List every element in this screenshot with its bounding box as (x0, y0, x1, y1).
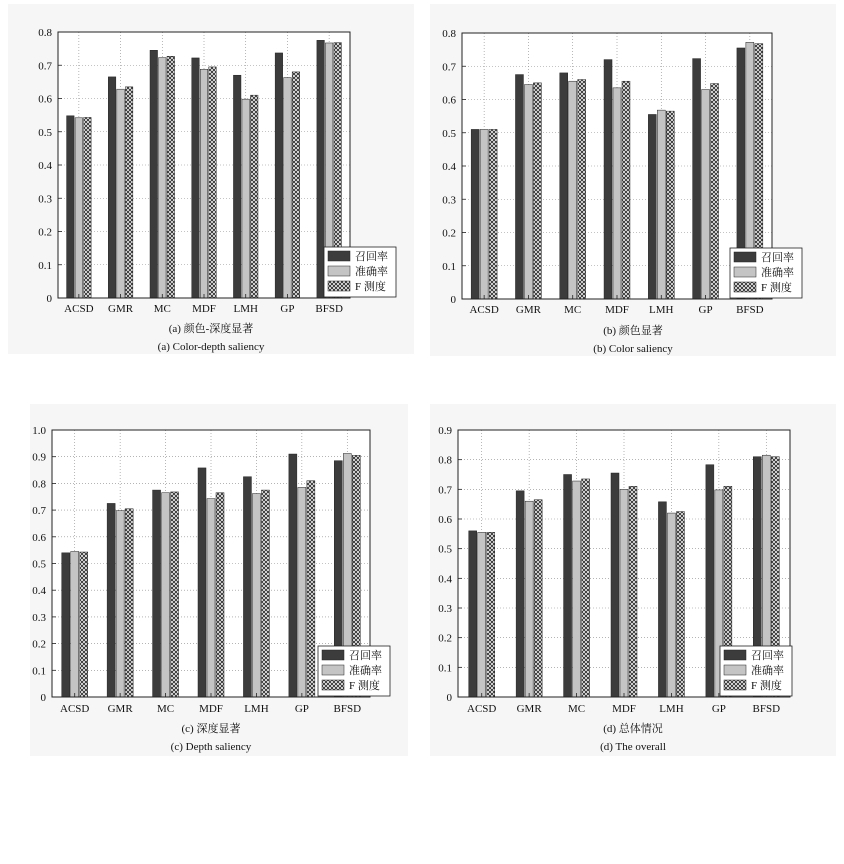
legend-label: F 测度 (349, 680, 380, 692)
x-tick-label-mdf: MDF (192, 303, 216, 315)
bar-chart-overall (422, 400, 844, 770)
bar-fmeasure-acsd (84, 117, 92, 298)
bar-recall-lmh (233, 75, 241, 298)
bar-recall-gp (275, 53, 283, 298)
bar-precision-mc (573, 481, 581, 697)
bar-recall-mc (153, 490, 161, 697)
bar-fmeasure-mdf (216, 493, 224, 697)
legend-label: 召回率 (751, 650, 784, 662)
bar-recall-acsd (62, 553, 70, 697)
legend-label: 准确率 (355, 266, 388, 278)
y-tick-label: 0.4 (442, 161, 456, 173)
x-tick-label-mc: MC (568, 703, 586, 715)
y-tick-label: 0.8 (438, 454, 452, 467)
bar-fmeasure-mc (167, 56, 175, 298)
legend-swatch-recall (734, 252, 756, 262)
bar-precision-acsd (75, 118, 83, 298)
x-tick-label-bfsd: BFSD (315, 303, 343, 315)
bar-fmeasure-lmh (666, 111, 674, 299)
bar-recall-gmr (108, 77, 116, 298)
y-tick-label: 0.7 (38, 60, 52, 73)
y-tick-label: 0.6 (442, 94, 456, 107)
bar-fmeasure-lmh (676, 512, 684, 697)
y-tick-label: 0.4 (32, 585, 46, 598)
y-tick-label: 0.6 (38, 93, 52, 106)
y-tick-label: 0.5 (38, 126, 52, 139)
y-tick-label: 0 (46, 293, 52, 305)
y-tick-label: 0 (40, 692, 46, 704)
caption-cn-c: (c) 深度显著 (181, 723, 241, 735)
x-tick-label-bfsd: BFSD (333, 703, 362, 715)
x-tick-label-gp: GP (698, 304, 713, 316)
x-tick-label-gmr: GMR (516, 703, 542, 715)
y-tick-label: 0.6 (32, 531, 46, 544)
caption-en-d: (d) The overall (600, 741, 666, 753)
y-tick-label: 0.9 (438, 425, 452, 437)
chart-panel-color (422, 0, 844, 370)
bar-recall-lmh (658, 502, 666, 697)
x-tick-label-mc: MC (564, 304, 582, 316)
bar-fmeasure-mc (578, 80, 586, 299)
bar-recall-gmr (516, 491, 524, 697)
bar-fmeasure-gmr (125, 87, 133, 298)
y-tick-label: 0.5 (438, 543, 452, 556)
x-tick-label-mdf: MDF (199, 703, 223, 715)
legend-swatch-recall (724, 650, 746, 660)
bar-precision-acsd (478, 532, 486, 697)
x-tick-label-gp: GP (294, 703, 309, 715)
bar-fmeasure-gmr (125, 509, 133, 697)
bar-recall-bfsd (317, 40, 325, 298)
y-tick-label: 0.3 (38, 193, 52, 206)
bar-fmeasure-gmr (533, 83, 541, 299)
y-tick-label: 0.4 (438, 573, 452, 586)
bar-precision-gmr (117, 89, 125, 298)
bar-recall-gp (706, 465, 714, 697)
y-tick-label: 0.3 (442, 194, 456, 207)
y-tick-label: 1.0 (32, 425, 46, 437)
legend-label: 准确率 (751, 665, 784, 677)
bar-precision-mc (162, 493, 170, 697)
bar-fmeasure-mdf (622, 81, 630, 299)
caption-en-c: (c) Depth saliency (170, 741, 252, 753)
bar-fmeasure-gp (711, 84, 719, 299)
legend-label: 召回率 (355, 251, 388, 263)
y-tick-label: 0.3 (32, 611, 46, 624)
legend-swatch-fmeasure (328, 281, 350, 291)
y-tick-label: 0 (450, 294, 456, 306)
x-tick-label-gmr: GMR (107, 703, 133, 715)
x-tick-label-lmh: LMH (244, 703, 269, 715)
bar-chart-color (422, 0, 844, 370)
caption-cn-a: (a) 颜色-深度显著 (168, 323, 254, 335)
bar-chart-color-depth (0, 0, 422, 370)
legend-label: F 测度 (355, 281, 386, 293)
bar-fmeasure-acsd (489, 129, 497, 299)
legend-label: F 测度 (761, 282, 792, 294)
bar-recall-acsd (471, 129, 479, 299)
bar-fmeasure-mc (171, 492, 179, 697)
x-tick-label-gmr: GMR (515, 304, 541, 316)
legend-label: F 测度 (751, 680, 782, 692)
x-tick-label-lmh: LMH (649, 304, 674, 316)
bar-fmeasure-lmh (261, 490, 269, 697)
y-tick-label: 0.2 (442, 227, 456, 240)
legend-label: 召回率 (761, 252, 794, 264)
x-tick-label-mdf: MDF (605, 304, 629, 316)
x-tick-label-gp: GP (280, 303, 295, 315)
bar-fmeasure-mdf (209, 67, 217, 298)
x-tick-label-acsd: ACSD (64, 303, 94, 315)
bar-fmeasure-gp (292, 72, 300, 298)
bar-precision-mdf (620, 489, 628, 697)
legend-label: 准确率 (349, 665, 382, 677)
bar-recall-gmr (515, 75, 523, 299)
bar-precision-mdf (207, 499, 215, 697)
x-tick-label-gp: GP (711, 703, 726, 715)
x-tick-label-mdf: MDF (612, 703, 636, 715)
y-tick-label: 0.1 (32, 665, 46, 678)
bar-precision-gp (284, 78, 292, 298)
bar-precision-lmh (242, 99, 250, 298)
y-tick-label: 0.3 (438, 603, 452, 615)
bar-chart-depth (0, 400, 422, 770)
bar-precision-mc (159, 58, 167, 298)
bar-recall-mdf (604, 60, 612, 299)
bar-precision-gmr (116, 511, 124, 697)
bar-recall-acsd (67, 116, 75, 298)
bar-recall-mdf (192, 58, 200, 298)
y-tick-label: 0 (446, 692, 452, 704)
legend-label: 召回率 (349, 650, 382, 662)
bar-recall-gp (693, 59, 701, 299)
x-tick-label-acsd: ACSD (60, 703, 90, 715)
x-tick-label-lmh: LMH (233, 303, 258, 315)
bar-precision-gmr (525, 501, 533, 697)
caption-en-a: (a) Color-depth saliency (157, 341, 265, 353)
y-tick-label: 0.1 (38, 259, 52, 272)
bar-fmeasure-lmh (250, 95, 258, 298)
x-tick-label-mc: MC (157, 703, 175, 715)
chart-panel-depth (0, 400, 422, 770)
bar-fmeasure-acsd (80, 552, 88, 697)
y-tick-label: 0.7 (32, 505, 46, 518)
bar-recall-mdf (611, 473, 619, 697)
caption-cn-d: (d) 总体情况 (603, 723, 663, 735)
bar-precision-mdf (200, 69, 208, 298)
bar-recall-gmr (107, 503, 115, 697)
caption-en-b: (b) Color saliency (593, 343, 673, 355)
legend-swatch-precision (734, 267, 756, 277)
y-tick-label: 0.9 (32, 451, 46, 464)
bar-precision-acsd (480, 129, 488, 299)
bar-recall-mc (150, 50, 158, 298)
y-tick-label: 0.1 (438, 662, 452, 675)
bar-fmeasure-acsd (487, 532, 495, 697)
bar-recall-mc (564, 475, 572, 698)
legend-swatch-precision (724, 665, 746, 675)
bar-precision-mc (569, 81, 577, 299)
bar-precision-acsd (71, 551, 79, 697)
chart-panel-color-depth (0, 0, 422, 370)
bar-precision-gp (298, 487, 306, 697)
bar-recall-lmh (243, 477, 251, 697)
legend-swatch-fmeasure (724, 680, 746, 690)
y-tick-label: 0.7 (438, 484, 452, 497)
bar-recall-gp (289, 454, 297, 697)
y-tick-label: 0.1 (442, 260, 456, 273)
y-tick-label: 0.8 (32, 478, 46, 491)
legend-swatch-fmeasure (322, 680, 344, 690)
bar-recall-mc (560, 73, 568, 299)
y-tick-label: 0.2 (438, 632, 452, 645)
bar-precision-mdf (613, 88, 621, 299)
y-tick-label: 0.5 (442, 127, 456, 140)
x-tick-label-bfsd: BFSD (736, 304, 764, 316)
chart-panel-overall (422, 400, 844, 770)
legend-swatch-recall (328, 251, 350, 261)
bar-fmeasure-mc (582, 479, 590, 697)
bar-recall-mdf (198, 468, 206, 697)
bar-fmeasure-gmr (534, 500, 542, 697)
x-tick-label-acsd: ACSD (469, 304, 499, 316)
bar-precision-gp (702, 90, 710, 299)
bar-recall-acsd (469, 531, 477, 697)
x-tick-label-bfsd: BFSD (752, 703, 781, 715)
legend-label: 准确率 (761, 267, 794, 279)
x-tick-label-mc: MC (153, 303, 171, 315)
legend-swatch-precision (328, 266, 350, 276)
x-tick-label-lmh: LMH (659, 703, 684, 715)
bar-precision-gmr (524, 85, 532, 299)
legend-swatch-recall (322, 650, 344, 660)
x-tick-label-gmr: GMR (108, 303, 134, 315)
bar-fmeasure-gp (307, 481, 315, 697)
bar-precision-lmh (252, 494, 260, 697)
y-tick-label: 0.7 (442, 61, 456, 74)
y-tick-label: 0.2 (32, 638, 46, 651)
y-tick-label: 0.5 (32, 558, 46, 571)
bar-recall-lmh (648, 114, 656, 299)
y-tick-label: 0.2 (38, 226, 52, 239)
legend-swatch-precision (322, 665, 344, 675)
bar-fmeasure-mdf (629, 486, 637, 697)
bar-precision-lmh (667, 513, 675, 697)
y-tick-label: 0.8 (442, 28, 456, 40)
legend-swatch-fmeasure (734, 282, 756, 292)
y-tick-label: 0.8 (38, 27, 52, 39)
y-tick-label: 0.4 (38, 160, 52, 172)
y-tick-label: 0.6 (438, 514, 452, 526)
caption-cn-b: (b) 颜色显著 (603, 325, 663, 337)
bar-precision-lmh (657, 110, 665, 299)
x-tick-label-acsd: ACSD (467, 703, 497, 715)
